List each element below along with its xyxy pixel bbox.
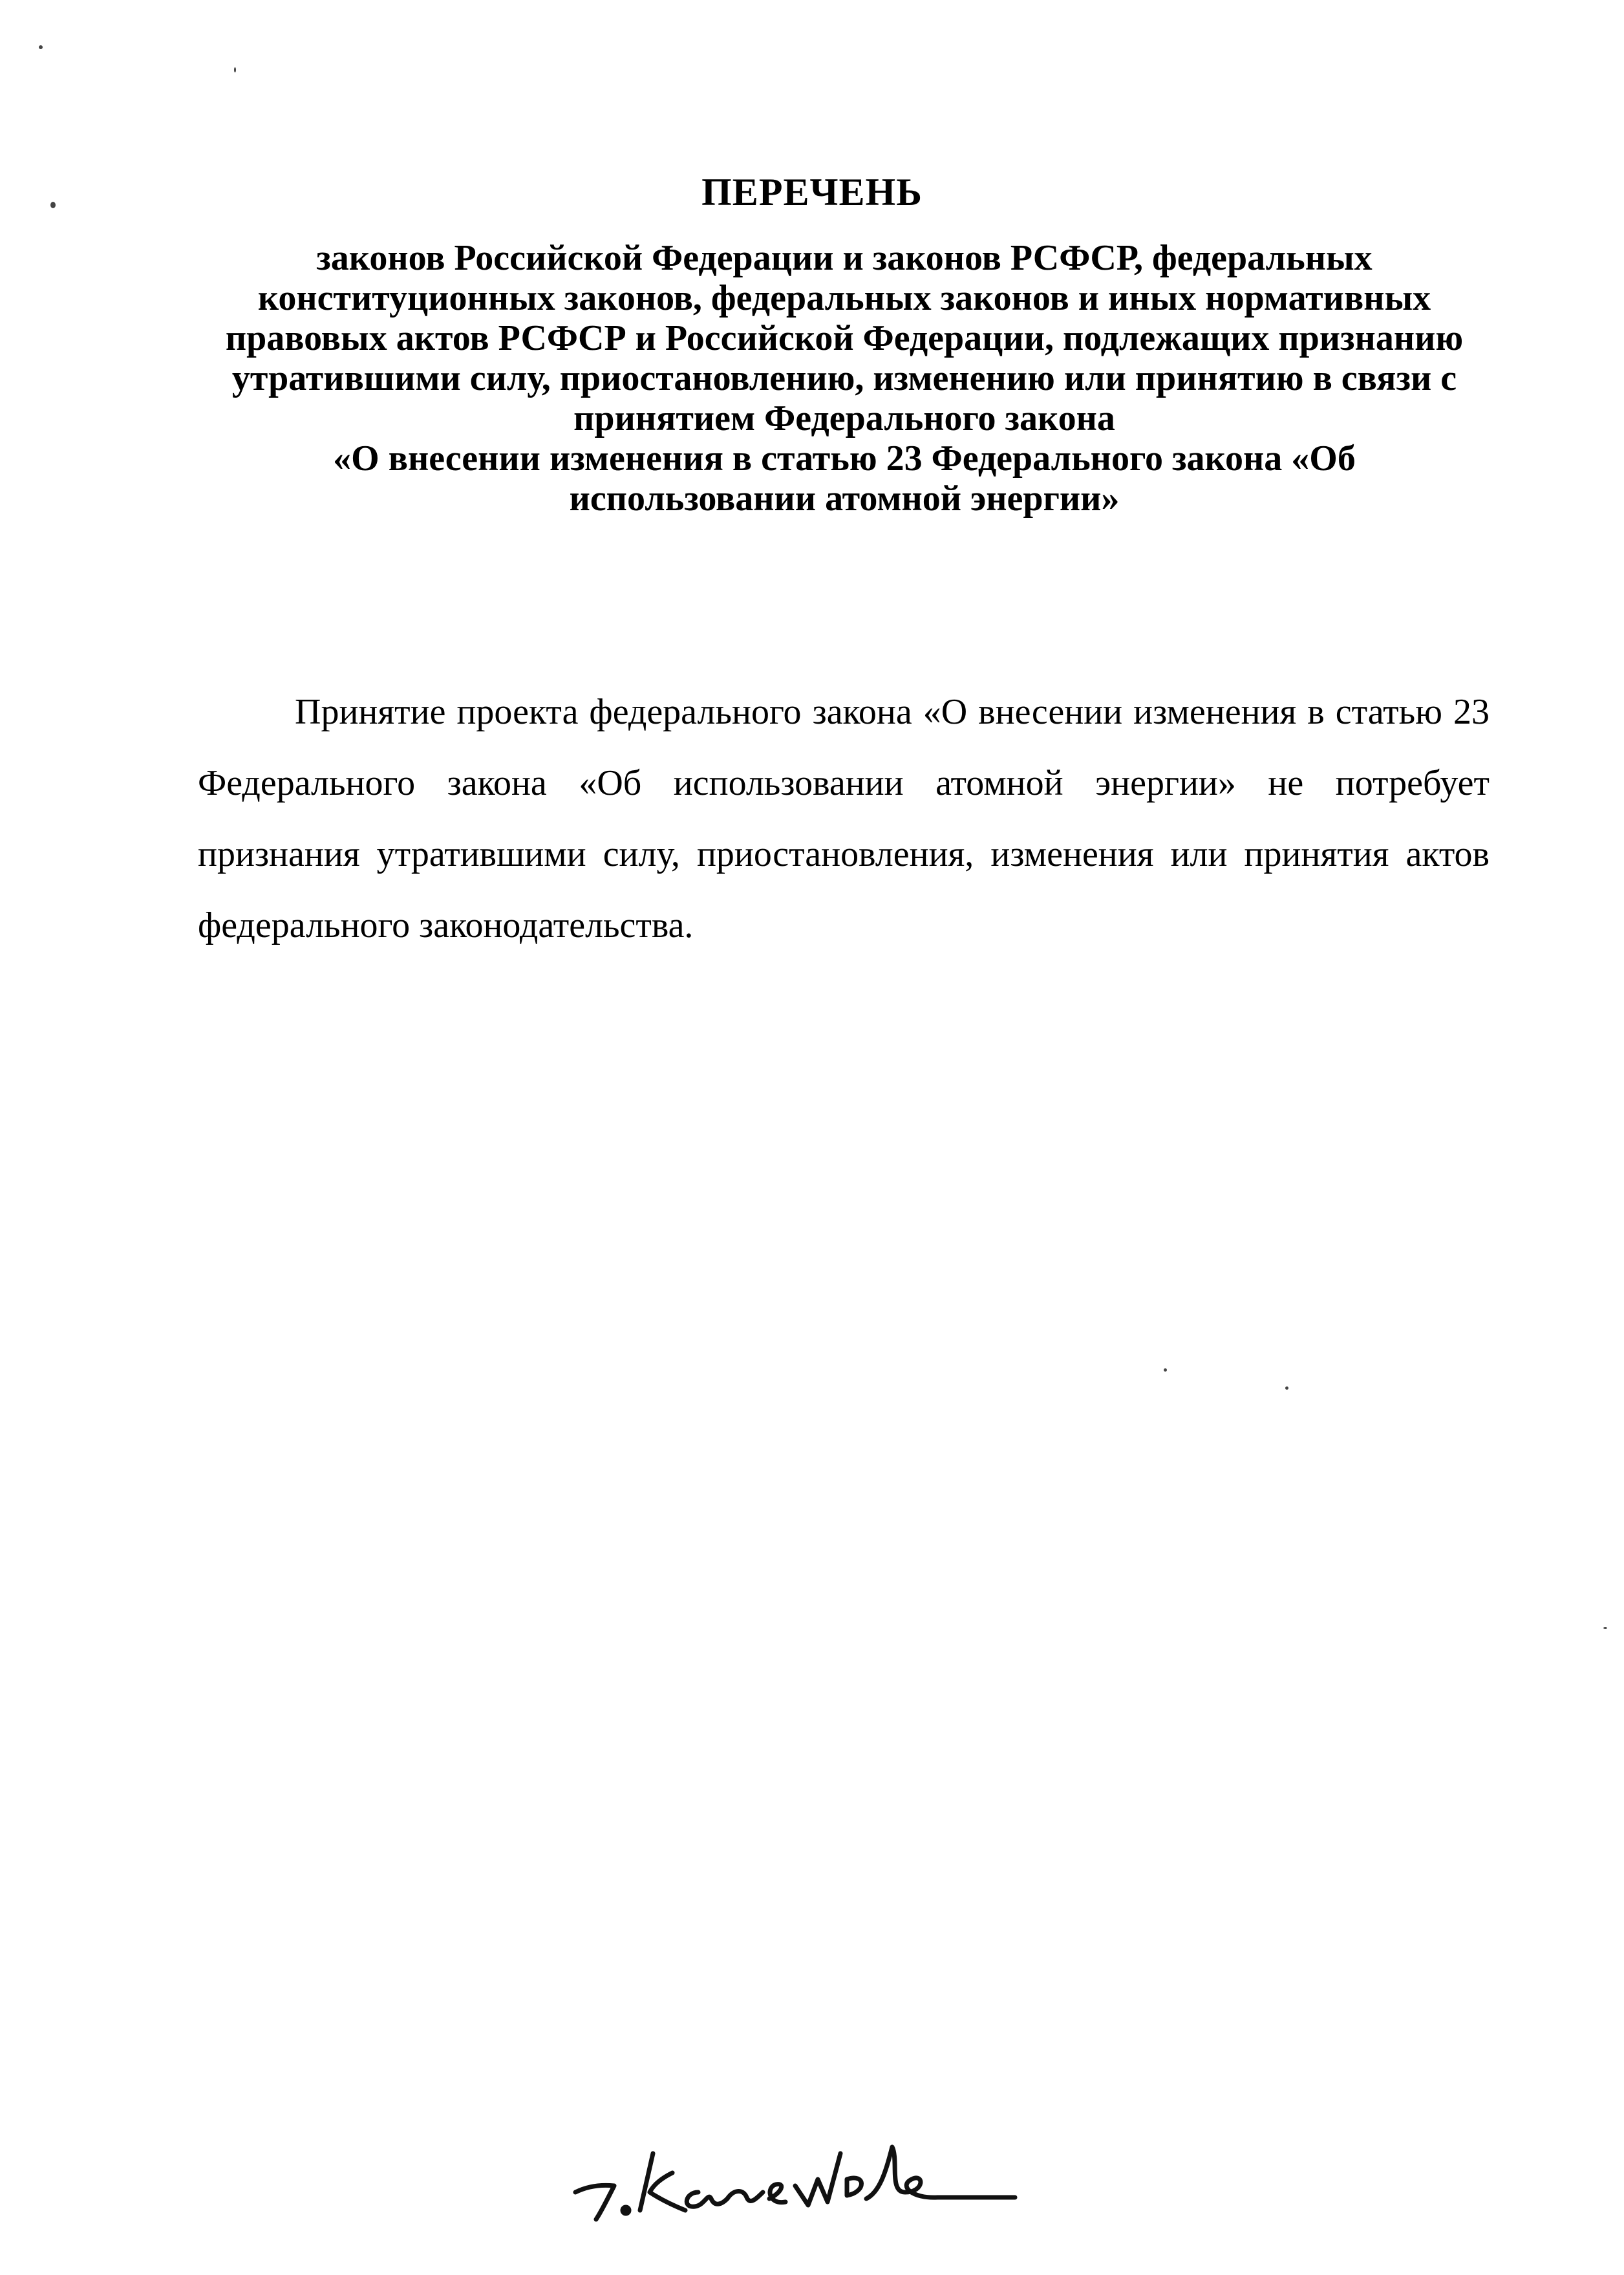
subtitle-line: утратившими силу, приостановлению, изменению или принятию в связи с (231, 358, 1457, 398)
subtitle-line: законов Российской Федерации и законов РСФСР, федеральных (316, 238, 1373, 278)
subtitle-line: конституционных законов, федеральных законов и иных нормативных (257, 278, 1431, 318)
subtitle-line: правовых актов РСФСР и Российской Федерации, подлежащих признанию (225, 318, 1464, 358)
subtitle-line: использовании атомной энергии» (569, 479, 1120, 519)
document-subtitle (166, 238, 1523, 519)
scan-speck (1285, 1386, 1288, 1390)
scan-speck (1603, 1627, 1607, 1629)
subtitle-line: принятием Федерального закона (573, 398, 1115, 438)
scan-speck (39, 45, 43, 49)
signature (562, 2095, 1028, 2225)
body-paragraph: Принятие проекта федерального закона «О внесении изменения в статью 23 Федерального закона «Об использовании атомной энергии» не потребует признания утратившими силу, приостановления, изменения или принятия актов федерального законодательства. (198, 692, 1490, 945)
subtitle-line: «О внесении изменения в статью 23 Федерального закона «Об (333, 438, 1356, 479)
scan-speck (1164, 1368, 1167, 1372)
scan-speck (234, 67, 236, 72)
document-title: ПЕРЕЧЕНЬ (701, 171, 923, 213)
scan-speck (50, 202, 56, 208)
